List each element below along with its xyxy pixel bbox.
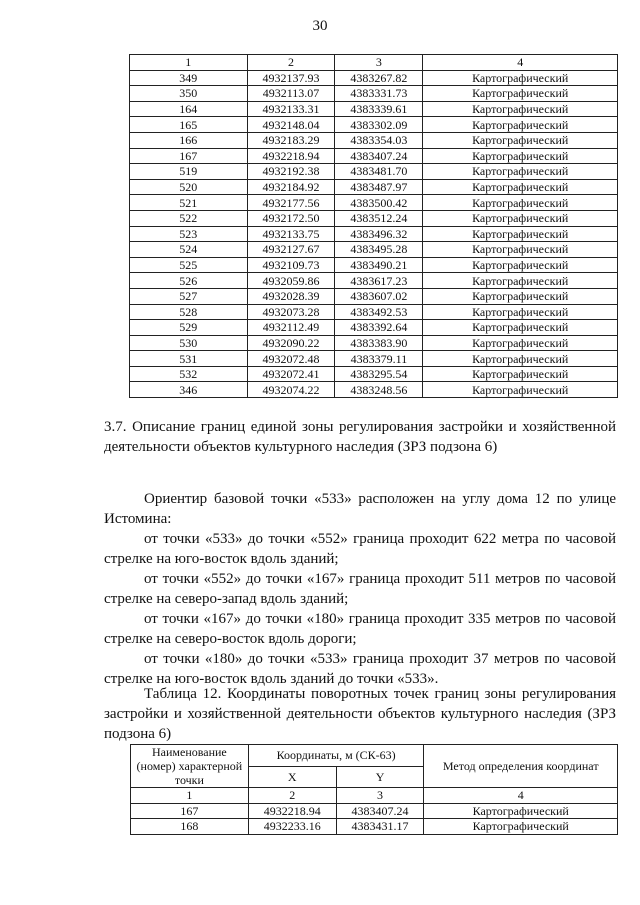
y-coordinate-cell: 4383379.11	[335, 351, 423, 367]
section-heading: 3.7. Описание границ единой зоны регулирования застройки и хозяйственной деятельности объектов культурного наследия (ЗРЗ подзона 6)	[104, 419, 616, 455]
y-coordinate-cell: 4383295.54	[335, 366, 423, 382]
x-coordinate-cell: 4932233.16	[248, 819, 336, 835]
point-number-cell: 526	[130, 273, 248, 289]
x-coordinate-cell: 4932028.39	[247, 288, 335, 304]
table-row	[131, 819, 618, 835]
method-cell: Картографический	[423, 210, 618, 226]
header-method: Метод определения координат	[424, 745, 618, 788]
point-number-cell: 519	[130, 164, 248, 180]
x-coordinate-cell: 4932218.94	[247, 148, 335, 164]
x-coordinate-cell: 4932072.41	[247, 366, 335, 382]
table-header-row	[130, 55, 618, 71]
column-header: 1	[130, 55, 248, 71]
paragraph: от точки «180» до точки «533» граница проходит 37 метров по часовой стрелке на юго-восток вдоль зданий до точки «533».	[104, 651, 616, 687]
method-cell: Картографический	[423, 195, 618, 211]
table-row	[130, 101, 618, 117]
table-row	[130, 304, 618, 320]
point-number-cell: 525	[130, 257, 248, 273]
point-number-cell: 349	[130, 70, 248, 86]
method-cell: Картографический	[423, 351, 618, 367]
method-cell: Картографический	[423, 288, 618, 304]
point-number-cell: 527	[130, 288, 248, 304]
paragraph: от точки «167» до точки «180» граница проходит 335 метров по часовой стрелке на северо-восток вдоль дороги;	[104, 611, 616, 647]
header-point-name: Наименование (номер) характерной точки	[131, 745, 249, 788]
table-row	[130, 288, 618, 304]
method-cell: Картографический	[423, 273, 618, 289]
point-number-cell: 529	[130, 320, 248, 336]
y-coordinate-cell: 4383481.70	[335, 164, 423, 180]
x-coordinate-cell: 4932172.50	[247, 210, 335, 226]
point-number-cell: 523	[130, 226, 248, 242]
x-coordinate-cell: 4932218.94	[248, 803, 336, 819]
method-cell: Картографический	[423, 164, 618, 180]
column-header: 2	[247, 55, 335, 71]
table-row	[130, 86, 618, 102]
y-coordinate-cell: 4383500.42	[335, 195, 423, 211]
point-number-cell: 346	[130, 382, 248, 398]
table-row	[130, 179, 618, 195]
x-coordinate-cell: 4932059.86	[247, 273, 335, 289]
y-coordinate-cell: 4383431.17	[336, 819, 424, 835]
method-cell: Картографический	[423, 335, 618, 351]
column-header: 4	[423, 55, 618, 71]
method-cell: Картографический	[423, 101, 618, 117]
method-cell: Картографический	[423, 179, 618, 195]
column-index: 4	[424, 788, 618, 804]
y-coordinate-cell: 4383490.21	[335, 257, 423, 273]
page-number: 30	[312, 18, 328, 34]
y-coordinate-cell: 4383302.09	[335, 117, 423, 133]
point-number-cell: 532	[130, 366, 248, 382]
method-cell: Картографический	[423, 366, 618, 382]
point-number-cell: 520	[130, 179, 248, 195]
method-cell: Картографический	[424, 819, 618, 835]
x-coordinate-cell: 4932137.93	[247, 70, 335, 86]
point-number-cell: 165	[130, 117, 248, 133]
table-row	[130, 164, 618, 180]
point-number-cell: 167	[131, 803, 249, 819]
table-row	[130, 242, 618, 258]
method-cell: Картографический	[423, 70, 618, 86]
y-coordinate-cell: 4383496.32	[335, 226, 423, 242]
header-y: Y	[336, 766, 424, 788]
x-coordinate-cell: 4932074.22	[247, 382, 335, 398]
point-number-cell: 166	[130, 132, 248, 148]
y-coordinate-cell: 4383487.97	[335, 179, 423, 195]
x-coordinate-cell: 4932090.22	[247, 335, 335, 351]
point-number-cell: 521	[130, 195, 248, 211]
point-number-cell: 167	[130, 148, 248, 164]
x-coordinate-cell: 4932184.92	[247, 179, 335, 195]
point-number-cell: 528	[130, 304, 248, 320]
x-coordinate-cell: 4932073.28	[247, 304, 335, 320]
table-row	[130, 148, 618, 164]
table-row	[130, 195, 618, 211]
y-coordinate-cell: 4383512.24	[335, 210, 423, 226]
header-coordinates: Координаты, м (СК-63)	[248, 745, 424, 767]
paragraph: от точки «533» до точки «552» граница проходит 622 метра по часовой стрелке на юго-восток вдоль зданий;	[104, 531, 616, 567]
y-coordinate-cell: 4383607.02	[335, 288, 423, 304]
method-cell: Картографический	[423, 148, 618, 164]
table-row	[130, 366, 618, 382]
table-caption: Таблица 12. Координаты поворотных точек границ зоны регулирования застройки и хозяйственной деятельности объектов культурного наследия (ЗРЗ подзона 6)	[104, 686, 616, 742]
method-cell: Картографический	[424, 803, 618, 819]
table-row	[130, 132, 618, 148]
column-index: 1	[131, 788, 249, 804]
y-coordinate-cell: 4383392.64	[335, 320, 423, 336]
x-coordinate-cell: 4932133.75	[247, 226, 335, 242]
point-number-cell: 522	[130, 210, 248, 226]
table-row	[130, 257, 618, 273]
y-coordinate-cell: 4383617.23	[335, 273, 423, 289]
table-header-row	[131, 745, 618, 767]
point-number-cell: 531	[130, 351, 248, 367]
y-coordinate-cell: 4383339.61	[335, 101, 423, 117]
x-coordinate-cell: 4932112.49	[247, 320, 335, 336]
x-coordinate-cell: 4932192.38	[247, 164, 335, 180]
table-row	[131, 803, 618, 819]
header-x: X	[248, 766, 336, 788]
x-coordinate-cell: 4932109.73	[247, 257, 335, 273]
method-cell: Картографический	[423, 132, 618, 148]
method-cell: Картографический	[423, 117, 618, 133]
table-row	[130, 335, 618, 351]
method-cell: Картографический	[423, 242, 618, 258]
method-cell: Картографический	[423, 86, 618, 102]
table-row	[130, 351, 618, 367]
point-number-cell: 530	[130, 335, 248, 351]
table-row	[130, 273, 618, 289]
x-coordinate-cell: 4932113.07	[247, 86, 335, 102]
x-coordinate-cell: 4932177.56	[247, 195, 335, 211]
method-cell: Картографический	[423, 304, 618, 320]
table-row	[130, 226, 618, 242]
column-index: 2	[248, 788, 336, 804]
paragraph: от точки «552» до точки «167» граница проходит 511 метров по часовой стрелке на северо-запад вдоль зданий;	[104, 571, 616, 607]
x-coordinate-cell: 4932127.67	[247, 242, 335, 258]
y-coordinate-cell: 4383267.82	[335, 70, 423, 86]
y-coordinate-cell: 4383407.24	[335, 148, 423, 164]
column-index: 3	[336, 788, 424, 804]
x-coordinate-cell: 4932183.29	[247, 132, 335, 148]
y-coordinate-cell: 4383354.03	[335, 132, 423, 148]
x-coordinate-cell: 4932133.31	[247, 101, 335, 117]
method-cell: Картографический	[423, 382, 618, 398]
y-coordinate-cell: 4383248.56	[335, 382, 423, 398]
y-coordinate-cell: 4383492.53	[335, 304, 423, 320]
point-number-cell: 350	[130, 86, 248, 102]
table-index-row	[131, 788, 618, 804]
table-row	[130, 117, 618, 133]
method-cell: Картографический	[423, 257, 618, 273]
method-cell: Картографический	[423, 320, 618, 336]
table-row	[130, 70, 618, 86]
coordinates-table	[129, 54, 618, 398]
table-row	[130, 320, 618, 336]
x-coordinate-cell: 4932148.04	[247, 117, 335, 133]
y-coordinate-cell: 4383331.73	[335, 86, 423, 102]
column-header: 3	[335, 55, 423, 71]
method-cell: Картографический	[423, 226, 618, 242]
paragraph: Ориентир базовой точки «533» расположен на углу дома 12 по улице Истомина:	[104, 491, 616, 527]
y-coordinate-cell: 4383383.90	[335, 335, 423, 351]
x-coordinate-cell: 4932072.48	[247, 351, 335, 367]
y-coordinate-cell: 4383495.28	[335, 242, 423, 258]
point-number-cell: 164	[130, 101, 248, 117]
table-row	[130, 382, 618, 398]
y-coordinate-cell: 4383407.24	[336, 803, 424, 819]
point-number-cell: 524	[130, 242, 248, 258]
table-row	[130, 210, 618, 226]
turning-points-table	[130, 744, 618, 835]
point-number-cell: 168	[131, 819, 249, 835]
